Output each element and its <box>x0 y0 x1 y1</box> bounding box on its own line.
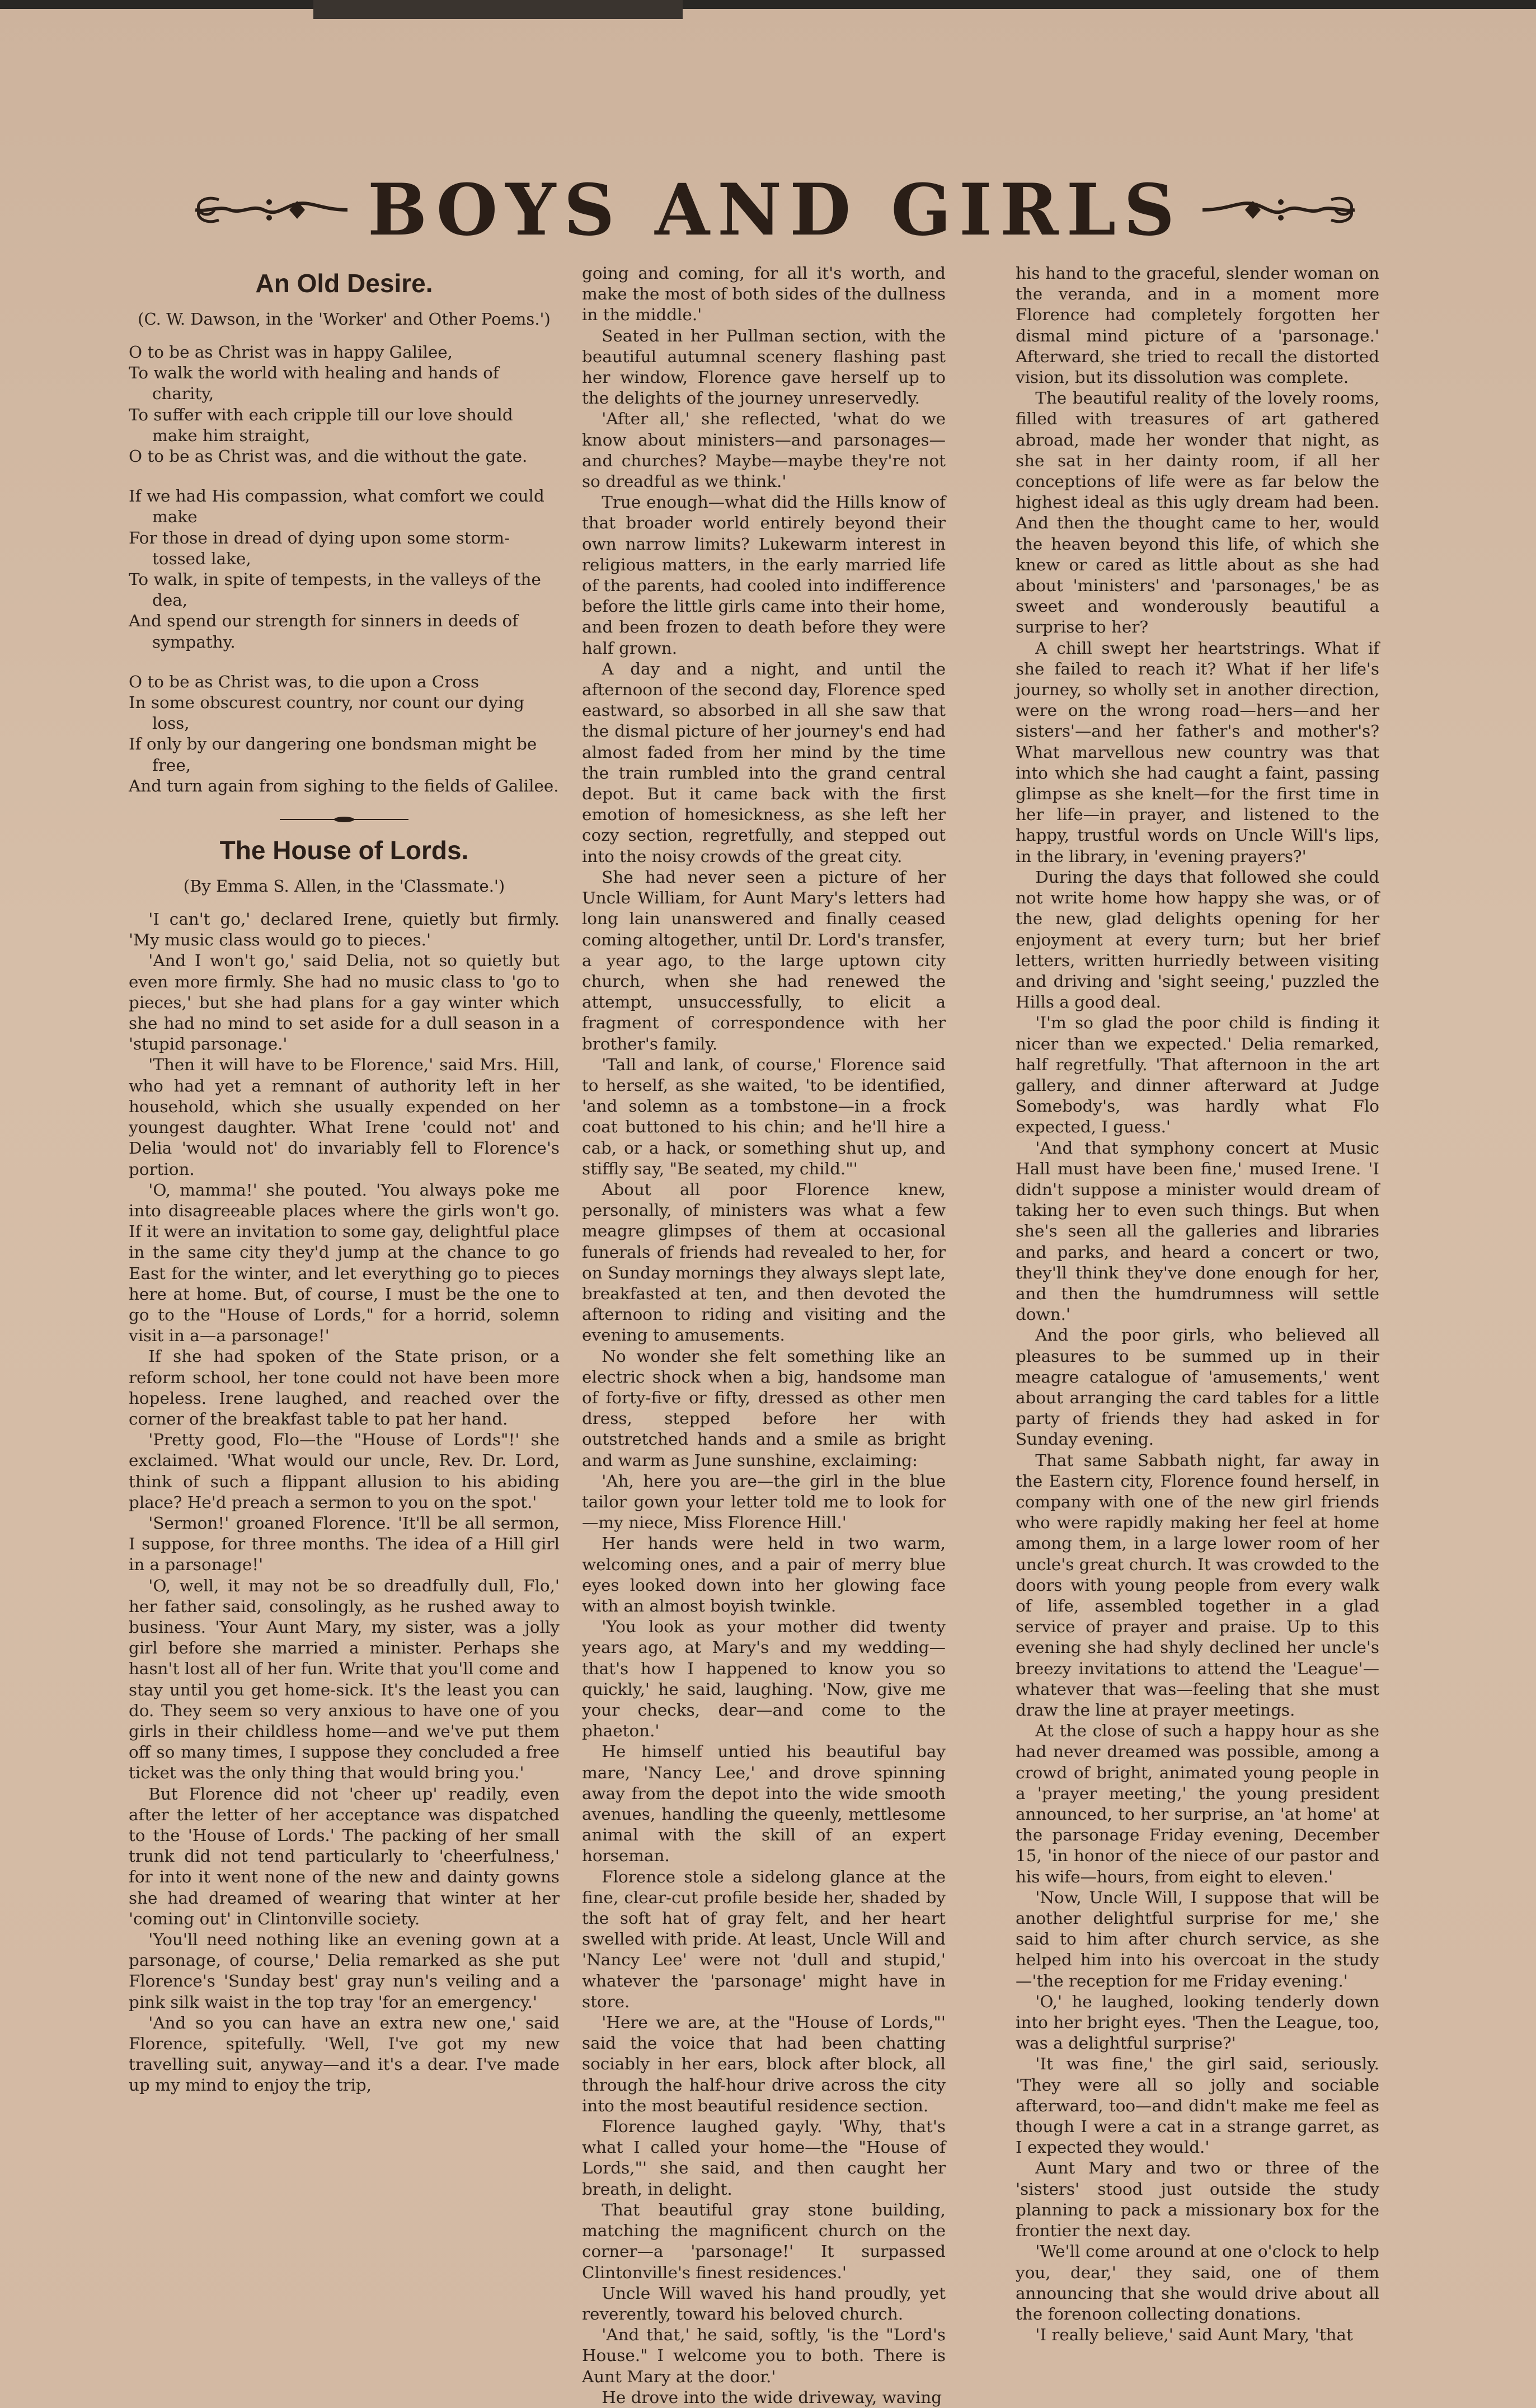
paragraph: During the days that followed she could not write home how happy she was, or of the new, glad delights opening for her enjoyment at every turn; but her brief letters, written hurriedly between visiting and driving and 'sight seeing,' puzzled the Hills a good deal. <box>1016 867 1379 1012</box>
paragraph: 'O, mamma!' she pouted. 'You always poke me into disagreeable places where the girls won't go. If it were an invitation to some gay, delightful place in the same city they'd jump at the chance to go East for the winter, and let everything go to pieces here at home. But, of course, I must be the one to go to the "House of Lords," for a horrid, solemn visit in a—a parsonage!' <box>129 1180 560 1346</box>
paragraph: He himself untied his beautiful bay mare, 'Nancy Lee,' and drove spinning away from the depot into the wide smooth avenues, handling the queenly, mettlesome animal with the skill of an expert horseman. <box>582 1742 946 1866</box>
article-headline-house-of-lords: The House of Lords. <box>219 836 469 865</box>
paragraph: A chill swept her heartstrings. What if she failed to reach it? What if her life's journey, so wholly set in another direction, were on the wrong road—hers—and her sisters'—and her father's and mother's? What marvellous new country was that into which she had caught a faint, passing glimpse as she knelt—for the first time in her life—in prayer, and listened to the happy, trustful words on Uncle Will's lips, in the library, in 'evening prayers?' <box>1016 638 1379 866</box>
poem-line: And spend our strength for sinners in deeds of sympathy. <box>129 611 519 652</box>
paragraph: Seated in her Pullman section, with the beautiful autumnal scenery flashing past her window, Florence gave herself up to the delights of the journey unreservedly. <box>582 326 946 408</box>
paragraph: his hand to the graceful, slender woman on the veranda, and in a moment more Florence had completely forgotten her dismal mind picture of a 'parsonage.' Afterward, she tried to recall the distorted vision, but its dissolution was complete. <box>1016 264 1379 387</box>
paragraph: 'It was fine,' the girl said, seriously. 'They were all so jolly and sociable afterward, too—and didn't make me feel as though I were a cat in a strange garret, as I expected they would.' <box>1016 2054 1379 2157</box>
paragraph: Florence laughed gayly. 'Why, that's what I called your home—the "House of Lords,"' she said, and then caught her breath, in delight. <box>582 2117 946 2199</box>
paragraph: 'Here we are, at the "House of Lords,"' said the voice that had been chatting sociably in her ears, block after block, all through the half-hour drive across the city into the most beautiful residence section. <box>582 2013 946 2115</box>
left-flourish-ornament <box>185 193 353 227</box>
poem-attribution: (C. W. Dawson, in the 'Worker' and Other Poems.') <box>138 310 551 329</box>
paragraph: 'And that symphony concert at Music Hall must have been fine,' mused Irene. 'I didn't suppose a minister would dream of taking her to even such things. But when she's seen all the galleries and libraries and parks, and heard a concert or two, they'll think they've done enough for her, and then the humdrumness will settle down.' <box>1016 1138 1379 1324</box>
paragraph: But Florence did not 'cheer up' readily, even after the letter of her acceptance was dispatched to the 'House of Lords.' The packing of her small trunk did not tend particularly to 'cheerfulness,' for into it went none of the new and dainty gowns she had dreamed of wearing that winter at her 'coming out' in Clintonville society. <box>129 1784 560 1928</box>
paragraph: 'Pretty good, Flo—the "House of Lords"!' she exclaimed. 'What would our uncle, Rev. Dr. Lord, think of such a flippant allusion to his abiding place? He'd preach a sermon to you on the spot.' <box>129 1430 560 1512</box>
paragraph: That beautiful gray stone building, matching the magnificent church on the corner—a 'parsonage!' It surpassed Clintonville's finest residences.' <box>582 2200 946 2282</box>
paragraph: 'O,' he laughed, looking tenderly down into her bright eyes. 'Then the League, too, was a delightful surprise?' <box>1016 1992 1379 2053</box>
paragraph: 'Now, Uncle Will, I suppose that will be another delightful surprise for me,' she said to him after church service, as she helped him into his overcoat in the study—'the reception for me Friday evening.' <box>1016 1887 1379 1990</box>
paragraph: Aunt Mary and two or three of the 'sisters' stood just outside the study planning to pack a missionary box for the frontier the next day. <box>1016 2158 1379 2241</box>
paragraph: Uncle Will waved his hand proudly, yet reverently, toward his beloved church. <box>582 2283 946 2323</box>
poem <box>129 342 560 797</box>
paragraph: 'You look as your mother did twenty years ago, at Mary's and my wedding—that's how I happened to know you so quickly,' he said, laughing. 'Now, give me your checks, dear—and come to the phaeton.' <box>582 1617 946 1741</box>
binding-tab <box>313 0 683 19</box>
paragraph: 'Sermon!' groaned Florence. 'It'll be all sermon, I suppose, for three months. The idea of a Hill girl in a parsonage!' <box>129 1513 560 1575</box>
paragraph: That same Sabbath night, far away in the Eastern city, Florence found herself, in company with one of the new girl friends who were rapidly making her feel at home among them, in a large lower room of her uncle's great church. It was crowded to the doors with young people from every walk of life, assembled together in a glad service of prayer and praise. Up to this evening she had shyly declined her uncle's breezy invitations to attend the 'League'—whatever that was—feeling that she must draw the line at prayer meetings. <box>1016 1450 1379 1720</box>
paragraph: 'I can't go,' declared Irene, quietly but firmly. 'My music class would go to pieces.' <box>129 910 560 950</box>
poem-line: O to be as Christ was, and die without the gate. <box>129 447 528 466</box>
poem-line: For those in dread of dying upon some storm-tossed lake, <box>129 528 510 568</box>
paragraph: And the poor girls, who believed all pleasures to be summed up in their meagre catalogue of 'amusements,' went about arranging the card tables for a little party of friends they had asked in for Sunday evening. <box>1016 1325 1379 1449</box>
masthead <box>201 168 1349 252</box>
paragraph: A day and a night, and until the afternoon of the second day, Florence sped eastward, so absorbed in all she saw that the dismal picture of her journey's end had almost faded from her mind by the time the train rumbled into the grand central depot. But it came back with the first emotion of homesickness, as she left her cozy section, regretfully, and stepped out into the noisy crowds of the great city. <box>582 659 946 866</box>
paragraph: going and coming, for all it's worth, and make the most of both sides of the dullness in the middle.' <box>582 264 946 325</box>
scan-edge <box>0 0 1536 9</box>
paragraph: Florence stole a sidelong glance at the fine, clear-cut profile beside her, shaded by the soft hat of gray felt, and her heart swelled with pride. At least, Uncle Will and 'Nancy Lee' were not 'dull and stupid,' whatever the 'parsonage' might have in store. <box>582 1867 946 2011</box>
poem-stanza <box>129 342 560 467</box>
poem-stanza <box>129 672 560 797</box>
paragraph: 'Ah, here you are—the girl in the blue tailor gown your letter told me to look for—my niece, Miss Florence Hill.' <box>582 1471 946 1533</box>
paragraph: 'We'll come around at one o'clock to help you, dear,' they said, one of them announcing that she would drive about all the forenoon collecting donations. <box>1016 2242 1379 2323</box>
poem-line: O to be as Christ was, to die upon a Cross <box>129 672 480 691</box>
paragraph: 'I really believe,' said Aunt Mary, 'that <box>1035 2325 1353 2345</box>
right-flourish-ornament <box>1197 193 1365 227</box>
paragraph: He drove into the wide driveway, waving <box>602 2387 942 2407</box>
paragraph: 'And that,' he said, softly, 'is the "Lord's House." I welcome you to both. There is Aunt Mary at the door.' <box>582 2325 946 2386</box>
paragraph: 'O, well, it may not be so dreadfully dull, Flo,' her father said, consolingly, as he rushed away to business. 'Your Aunt Mary, my sister, was a jolly girl before she married a minister. Perhaps she hasn't lost all of her fun. Write that you'll come and stay until you get home-sick. It's the least you can do. They seem so very anxious to have one of you girls in their childless home—and we've put them off so many times, I suppose they concluded a free ticket was the only thing that would bring you.' <box>129 1576 560 1783</box>
poem-line: If we had His compassion, what comfort we could make <box>129 486 544 527</box>
paragraph: 'After all,' she reflected, 'what do we know about ministers—and parsonages—and churches? Maybe—maybe they're not so dreadful as we think.' <box>582 409 946 491</box>
paragraph: Her hands were held in two warm, welcoming ones, and a pair of merry blue eyes looked down into her glowing face with an almost boyish twinkle. <box>582 1534 946 1615</box>
paragraph: 'And so you can have an extra new one,' said Florence, spitefully. 'Well, I've got my new travelling suit, anyway—and it's a dear. I've made up my mind to enjoy the trip, <box>129 2013 560 2095</box>
paragraph: If she had spoken of the State prison, or a reform school, her tone could not have been more hopeless. Irene laughed, and reached over the corner of the breakfast table to pat her hand. <box>129 1347 560 1428</box>
paragraph: 'You'll need nothing like an evening gown at a parsonage, of course,' Delia remarked as she put Florence's 'Sunday best' gray nun's veiling and a pink silk waist in the top tray 'for an emergency.' <box>129 1930 560 2012</box>
poem-stanza <box>129 486 560 653</box>
paragraph: No wonder she felt something like an electric shock when a big, handsome man of forty-five or fifty, dressed as other men dress, stepped before her with outstretched hands and a smile as bright and warm as June sunshine, exclaiming: <box>582 1346 946 1470</box>
poem-line: To suffer with each cripple till our love should make him straight, <box>129 405 513 445</box>
poem-line: If only by our dangering one bondsman might be free, <box>129 734 537 775</box>
separator-rule <box>280 816 408 823</box>
paragraph: 'I'm so glad the poor child is finding it nicer than we expected.' Delia remarked, half regretfully. 'That afternoon in the art gallery, and dinner afterward at Judge Somebody's, was hardly what Flo expected, I guess.' <box>1016 1013 1379 1137</box>
paragraph: 'Then it will have to be Florence,' said Mrs. Hill, who had yet a remnant of authority left in her household, which she usually expended on her youngest daughter. What Irene 'could not' and Delia 'would not' do invariably fell to Florence's portion. <box>129 1055 560 1179</box>
poem-line: To walk the world with healing and hands of charity, <box>129 363 499 404</box>
paragraph: She had never seen a picture of her Uncle William, for Aunt Mary's letters had long lain unanswered and finally ceased coming altogether, until Dr. Lord's transfer, a year ago, to the large uptown city church, when she had renewed the attempt, unsuccessfully, to elicit a fragment of correspondence with her brother's family. <box>582 867 946 1053</box>
paragraph: 'And I won't go,' said Delia, not so quietly but even more firmly. She had no music class to 'go to pieces,' but she had plans for a gay winter which she had no mind to set aside for a dull season in a 'stupid parsonage.' <box>129 951 560 1054</box>
story-body-column-3 <box>1016 263 1379 2345</box>
column-1 <box>129 263 560 2379</box>
poem-line: And turn again from sighing to the fields of Galilee. <box>129 776 559 795</box>
article-headline-old-desire: An Old Desire. <box>255 269 433 298</box>
poem-line: In some obscurest country, nor count our dying loss, <box>129 693 524 733</box>
story-body-column-1 <box>129 909 560 2096</box>
paragraph: About all poor Florence knew, personally, of ministers was what a few meagre glimpses of them at occasional funerals of friends had revealed to her, for on Sunday mornings they always slept late, breakfasted at ten, and then devoted the afternoon to riding and visiting and the evening to amusements. <box>582 1179 946 1345</box>
poem-line: To walk, in spite of tempests, in the valleys of the dea, <box>129 570 541 610</box>
paragraph: The beautiful reality of the lovely rooms, filled with treasures of art gathered abroad, made her wonder that night, as she sat in her dainty room, if all her conceptions of life were as far below the highest ideal as this ugly dream had been. And then the thought came to her, would the heaven beyond this life, of which she knew or cared as little about as she had about 'ministers' and 'parsonages,' be as sweet and wonderously beautiful a surprise to her? <box>1016 388 1379 637</box>
column-3 <box>1016 263 1379 2379</box>
paragraph: True enough—what did the Hills know of that broader world entirely beyond their own narrow limits? Lukewarm interest in religious matters, in the early married life of the parents, had cooled into indifference before the little girls came into their home, and been frozen to death before they were half grown. <box>582 493 946 658</box>
story-attribution: (By Emma S. Allen, in the 'Classmate.') <box>183 877 505 896</box>
paragraph: At the close of such a happy hour as she had never dreamed was possible, among a crowd of bright, animated young people in a 'prayer meeting,' the young president announced, to her surprise, an 'at home' at the parsonage Friday evening, December 15, 'in honor of the niece of our pastor and his wife—hours, from eight to eleven.' <box>1016 1721 1379 1886</box>
paragraph: 'Tall and lank, of course,' Florence said to herself, as she waited, 'to be identified, 'and solemn as a tombstone—in a frock coat buttoned to his chin; and he'll hire a cab, or a hack, or something shut up, and stiffly say, "Be seated, my child."' <box>582 1055 946 1178</box>
poem-line: O to be as Christ was in happy Galilee, <box>129 343 453 362</box>
section-title: BOYS AND GIRLS <box>367 168 1183 251</box>
story-body-column-2 <box>582 263 946 2408</box>
column-2 <box>582 263 946 2407</box>
